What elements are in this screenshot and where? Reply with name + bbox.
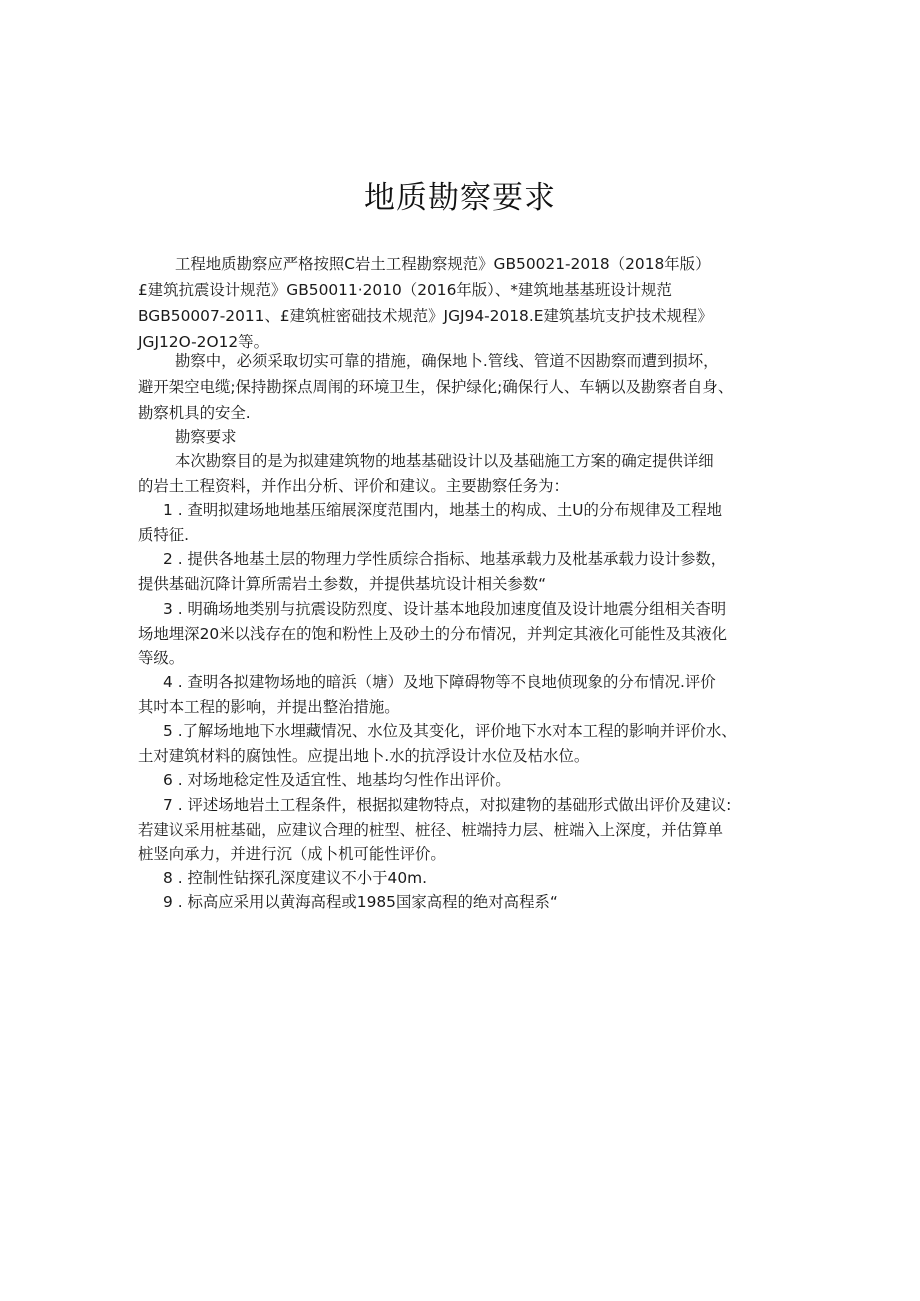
item-number: 2 <box>163 550 173 568</box>
item-continuation: 若建议采用桩基础，应建议合理的桩型、桩径、桩端持力层、桩端入上深度，并估算单 <box>138 821 723 839</box>
item-number: 5 <box>163 722 173 740</box>
list-item <box>163 500 722 520</box>
page-title: 地质勘察要求 <box>364 180 556 216</box>
list-item <box>163 770 511 790</box>
item-continuation: 等级。 <box>138 649 185 667</box>
intro-line: 工程地质勘察应严格按照C岩土工程勘察规范》GB50021-2018（2018年版） <box>175 255 711 273</box>
item-number: 4 <box>163 673 173 691</box>
safety-line: 避开架空电缆;保持勘探点周闱的环境卫生，保护绿化;确保行人、车辆以及勘察者自身、 <box>138 378 734 396</box>
item-continuation: 其吋本工程的影响，并提出整治措施。 <box>138 698 400 716</box>
item-number: 9 <box>163 893 173 911</box>
item-text: . 评述场地岩土工程条件，根据拟建物特点，对拟建物的基础形式做出评价及建议: <box>172 796 732 814</box>
item-number: 1 <box>163 501 173 519</box>
list-item <box>163 549 726 569</box>
purpose-line: 的岩土工程资料，并作出分析、评价和建议。主要勘察任务为： <box>138 477 569 495</box>
list-item <box>163 721 737 741</box>
section-heading: 勘察要求 <box>175 428 237 446</box>
item-continuation: 提供基础沉降计算所需岩土参数，并提供基坑设计相关参数“ <box>138 575 547 593</box>
list-item <box>163 795 731 815</box>
item-continuation: 土对建筑材料的腐蚀性。应提出地卜.水的抗浮设计水位及枯水位。 <box>138 747 590 765</box>
item-text: . 查明拟建场地地基压缩展深度范围内，地基土的构成、土U的分布规律及工程地 <box>172 501 723 519</box>
intro-line: £建筑抗震设计规范》GB50011·2010（2016年版）、*建筑地基基班设计规范 <box>138 281 672 299</box>
list-item <box>163 599 726 619</box>
item-text: .了解场地地下水埋藏情况、水位及其变化，评价地下水对本工程的影响并评价水、 <box>172 722 737 740</box>
safety-line: 勘察机具的安全. <box>138 404 251 422</box>
safety-line: 勘察中，必须采取切实可靠的措施，确保地卜.管线、管道不因勘察而遭到损坏， <box>175 352 719 370</box>
item-continuation: 质特征. <box>138 526 190 544</box>
item-continuation: 桩竖向承力，并进行沉（成卜机可能性评价。 <box>138 845 446 863</box>
item-text: . 提供各地基土层的物理力学性质综合指标、地基承载力及枇基承载力设计参数， <box>172 550 727 568</box>
item-number: 8 <box>163 869 173 887</box>
item-number: 3 <box>163 600 173 618</box>
item-text: . 查明各拟建物场地的暗浜（塘）及地下障碍物等不良地侦现象的分布情况.评价 <box>172 673 716 691</box>
intro-line: BGB50007-2011、£建筑桩密础技术规范》JGJ94-2018.E建筑基坑支护技术规程》 <box>138 307 713 325</box>
item-text: . 明确场地类别与抗震设防烈度、设计基本地段加速度值及设计地震分组相关杳明 <box>172 600 727 618</box>
intro-line: JGJ12O-2O12等。 <box>138 333 269 351</box>
item-text: . 对场地稔定性及适宜性、地基均匀性作出评价。 <box>172 771 511 789</box>
list-item <box>163 868 427 888</box>
list-item <box>163 892 558 912</box>
item-number: 7 <box>163 796 173 814</box>
purpose-line: 本次勘察目的是为拟建建筑物的地基基础设计以及基础施工方案的确定提供详细 <box>175 452 714 470</box>
item-text: . 控制性钻探孔深度建议不小于40m. <box>172 869 428 887</box>
item-number: 6 <box>163 771 173 789</box>
item-continuation: 场地埋深20米以浅存在的饱和粉性上及砂土的分布情况，并判定其液化可能性及其液化 <box>138 625 728 643</box>
item-text: . 标高应采用以黄海高程或1985国家高程的绝对高程系“ <box>172 893 558 911</box>
list-item <box>163 672 716 692</box>
